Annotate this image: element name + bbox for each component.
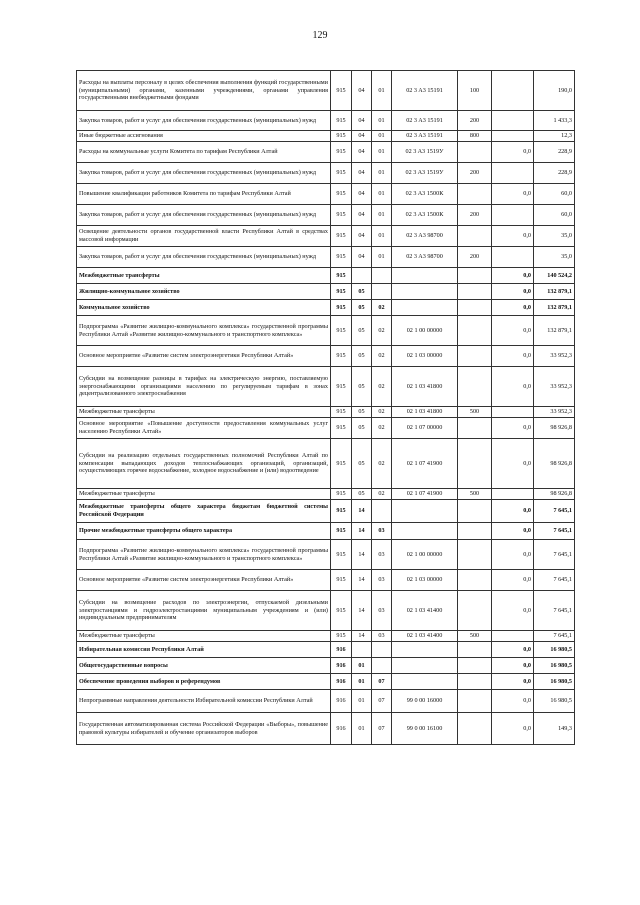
amount-change-cell <box>492 111 534 131</box>
amount-change-cell: 0,0 <box>492 570 534 591</box>
target-article-cell: 02 1 03 41400 <box>392 591 458 631</box>
amount-change-cell: 0,0 <box>492 316 534 346</box>
amount-change-cell: 0,0 <box>492 268 534 284</box>
ministry-code-cell: 915 <box>331 300 352 316</box>
amount-change-cell: 0,0 <box>492 346 534 367</box>
target-article-cell: 02 1 00 00000 <box>392 316 458 346</box>
amount-total-cell: 132 879,1 <box>534 300 575 316</box>
target-article-cell <box>392 268 458 284</box>
ministry-code-cell: 915 <box>331 163 352 184</box>
subsection-code-cell: 03 <box>372 631 392 642</box>
amount-total-cell: 132 879,1 <box>534 284 575 300</box>
subsection-code-cell: 01 <box>372 131 392 142</box>
section-code-cell <box>352 268 372 284</box>
section-code-cell: 04 <box>352 142 372 163</box>
ministry-code-cell: 915 <box>331 71 352 111</box>
ministry-code-cell: 915 <box>331 131 352 142</box>
subsection-code-cell: 02 <box>372 367 392 407</box>
target-article-cell: 02 3 A3 1500К <box>392 205 458 226</box>
ministry-code-cell: 915 <box>331 439 352 489</box>
expense-type-cell <box>458 591 492 631</box>
section-code-cell: 04 <box>352 205 372 226</box>
expense-name-cell: Обеспечение проведения выборов и референдумов <box>77 674 331 690</box>
expense-type-cell <box>458 523 492 540</box>
subsection-code-cell: 07 <box>372 674 392 690</box>
amount-change-cell: 0,0 <box>492 591 534 631</box>
table-row <box>77 439 575 489</box>
expense-name-cell: Государственная автоматизированная система Российской Федерации «Выборы», повышение правовой культуры избирателей и обучение организаторов выборов <box>77 713 331 745</box>
ministry-code-cell: 916 <box>331 713 352 745</box>
expense-type-cell <box>458 284 492 300</box>
section-code-cell: 05 <box>352 407 372 418</box>
amount-total-cell: 16 980,5 <box>534 690 575 713</box>
table-row <box>77 284 575 300</box>
amount-total-cell: 7 645,1 <box>534 591 575 631</box>
ministry-code-cell: 915 <box>331 523 352 540</box>
amount-total-cell: 16 980,5 <box>534 658 575 674</box>
amount-total-cell: 35,0 <box>534 247 575 268</box>
amount-change-cell: 0,0 <box>492 523 534 540</box>
expense-name-cell: Закупка товаров, работ и услуг для обеспечения государственных (муниципальных) нужд <box>77 247 331 268</box>
budget-table <box>76 70 575 745</box>
amount-change-cell: 0,0 <box>492 439 534 489</box>
section-code-cell: 04 <box>352 184 372 205</box>
target-article-cell: 02 3 A3 98700 <box>392 226 458 247</box>
amount-total-cell: 12,3 <box>534 131 575 142</box>
section-code-cell: 14 <box>352 540 372 570</box>
table-row <box>77 163 575 184</box>
ministry-code-cell: 916 <box>331 642 352 658</box>
target-article-cell: 02 3 A3 98700 <box>392 247 458 268</box>
amount-total-cell: 16 980,5 <box>534 642 575 658</box>
expense-type-cell <box>458 690 492 713</box>
amount-change-cell: 0,0 <box>492 658 534 674</box>
section-code-cell: 05 <box>352 284 372 300</box>
section-code-cell: 04 <box>352 71 372 111</box>
table-row <box>77 713 575 745</box>
section-code-cell: 04 <box>352 131 372 142</box>
expense-type-cell <box>458 642 492 658</box>
target-article-cell: 02 1 00 00000 <box>392 540 458 570</box>
expense-type-cell <box>458 184 492 205</box>
expense-type-cell <box>458 300 492 316</box>
ministry-code-cell: 915 <box>331 489 352 500</box>
expense-name-cell: Подпрограмма «Развитие жилищно-коммунального комплекса» государственной программы Республики Алтай «Развитие жилищно-коммунального и транспортного комплекса» <box>77 540 331 570</box>
section-code-cell: 01 <box>352 674 372 690</box>
expense-type-cell <box>458 142 492 163</box>
expense-type-cell <box>458 439 492 489</box>
subsection-code-cell: 03 <box>372 570 392 591</box>
ministry-code-cell: 915 <box>331 184 352 205</box>
amount-total-cell: 7 645,1 <box>534 631 575 642</box>
ministry-code-cell: 916 <box>331 658 352 674</box>
subsection-code-cell <box>372 268 392 284</box>
ministry-code-cell: 915 <box>331 407 352 418</box>
expense-name-cell: Подпрограмма «Развитие жилищно-коммунального комплекса» государственной программы Республики Алтай «Развитие жилищно-коммунального и транспортного комплекса» <box>77 316 331 346</box>
table-row <box>77 674 575 690</box>
table-row <box>77 346 575 367</box>
target-article-cell: 02 1 03 41800 <box>392 407 458 418</box>
budget-table-body <box>77 71 575 745</box>
expense-name-cell: Межбюджетные трансферты <box>77 489 331 500</box>
subsection-code-cell: 07 <box>372 690 392 713</box>
ministry-code-cell: 915 <box>331 591 352 631</box>
expense-name-cell: Закупка товаров, работ и услуг для обеспечения государственных (муниципальных) нужд <box>77 111 331 131</box>
expense-name-cell: Основное мероприятие «Развитие систем электроэнергетики Республики Алтай» <box>77 570 331 591</box>
expense-type-cell <box>458 316 492 346</box>
section-code-cell: 04 <box>352 111 372 131</box>
amount-change-cell <box>492 247 534 268</box>
table-row <box>77 268 575 284</box>
target-article-cell: 02 1 03 00000 <box>392 346 458 367</box>
target-article-cell: 02 3 A3 1519У <box>392 163 458 184</box>
ministry-code-cell: 915 <box>331 500 352 523</box>
amount-change-cell <box>492 407 534 418</box>
target-article-cell: 02 1 03 00000 <box>392 570 458 591</box>
table-row <box>77 407 575 418</box>
section-code-cell: 05 <box>352 316 372 346</box>
subsection-code-cell: 02 <box>372 418 392 439</box>
amount-total-cell: 98 926,8 <box>534 489 575 500</box>
subsection-code-cell: 07 <box>372 713 392 745</box>
section-code-cell: 14 <box>352 500 372 523</box>
expense-name-cell: Межбюджетные трансферты <box>77 407 331 418</box>
subsection-code-cell: 01 <box>372 247 392 268</box>
target-article-cell: 02 1 07 41900 <box>392 439 458 489</box>
table-row <box>77 184 575 205</box>
expense-name-cell: Субсидии на реализацию отдельных государственных полномочий Республики Алтай по компенсации выпадающих доходов теплоснабжающих организаций, организаций, осуществляющих горячее водоснабжение, холодное водоснабжение и (или) водоотведение <box>77 439 331 489</box>
amount-change-cell: 0,0 <box>492 642 534 658</box>
amount-change-cell: 0,0 <box>492 142 534 163</box>
ministry-code-cell: 915 <box>331 268 352 284</box>
subsection-code-cell: 01 <box>372 71 392 111</box>
ministry-code-cell: 915 <box>331 418 352 439</box>
table-row <box>77 690 575 713</box>
expense-type-cell <box>458 674 492 690</box>
expense-name-cell: Закупка товаров, работ и услуг для обеспечения государственных (муниципальных) нужд <box>77 205 331 226</box>
amount-change-cell: 0,0 <box>492 300 534 316</box>
table-row <box>77 131 575 142</box>
amount-change-cell <box>492 71 534 111</box>
expense-type-cell: 200 <box>458 205 492 226</box>
amount-total-cell: 7 645,1 <box>534 523 575 540</box>
amount-total-cell: 190,0 <box>534 71 575 111</box>
amount-change-cell: 0,0 <box>492 418 534 439</box>
expense-type-cell <box>458 540 492 570</box>
expense-type-cell <box>458 226 492 247</box>
target-article-cell <box>392 500 458 523</box>
section-code-cell: 14 <box>352 631 372 642</box>
target-article-cell: 02 3 A3 15191 <box>392 71 458 111</box>
section-code-cell: 05 <box>352 439 372 489</box>
amount-change-cell: 0,0 <box>492 540 534 570</box>
subsection-code-cell: 02 <box>372 489 392 500</box>
subsection-code-cell: 03 <box>372 523 392 540</box>
expense-type-cell <box>458 500 492 523</box>
amount-change-cell <box>492 489 534 500</box>
amount-total-cell: 228,9 <box>534 163 575 184</box>
expense-type-cell <box>458 268 492 284</box>
expense-type-cell <box>458 367 492 407</box>
amount-total-cell: 98 926,8 <box>534 439 575 489</box>
section-code-cell: 05 <box>352 300 372 316</box>
target-article-cell: 99 0 00 16000 <box>392 690 458 713</box>
target-article-cell <box>392 642 458 658</box>
amount-change-cell <box>492 163 534 184</box>
target-article-cell: 02 3 A3 1519У <box>392 142 458 163</box>
table-row <box>77 591 575 631</box>
subsection-code-cell: 01 <box>372 205 392 226</box>
ministry-code-cell: 915 <box>331 284 352 300</box>
ministry-code-cell: 915 <box>331 316 352 346</box>
expense-type-cell: 200 <box>458 163 492 184</box>
section-code-cell: 05 <box>352 418 372 439</box>
expense-name-cell: Коммунальное хозяйство <box>77 300 331 316</box>
amount-change-cell: 0,0 <box>492 367 534 407</box>
amount-total-cell: 60,0 <box>534 184 575 205</box>
amount-total-cell: 33 952,3 <box>534 346 575 367</box>
ministry-code-cell: 915 <box>331 226 352 247</box>
ministry-code-cell: 915 <box>331 142 352 163</box>
ministry-code-cell: 915 <box>331 540 352 570</box>
expense-name-cell: Основное мероприятие «Повышение доступности предоставления коммунальных услуг населению Республики Алтай» <box>77 418 331 439</box>
expense-name-cell: Непрограммные направления деятельности Избирательной комиссии Республики Алтай <box>77 690 331 713</box>
target-article-cell: 02 1 03 41400 <box>392 631 458 642</box>
target-article-cell <box>392 300 458 316</box>
expense-name-cell: Межбюджетные трансферты общего характера бюджетам бюджетной системы Российской Федерации <box>77 500 331 523</box>
subsection-code-cell: 01 <box>372 163 392 184</box>
expense-type-cell: 800 <box>458 131 492 142</box>
table-row <box>77 316 575 346</box>
amount-change-cell: 0,0 <box>492 690 534 713</box>
ministry-code-cell: 915 <box>331 111 352 131</box>
target-article-cell: 02 1 07 41900 <box>392 489 458 500</box>
table-row <box>77 418 575 439</box>
subsection-code-cell: 02 <box>372 407 392 418</box>
target-article-cell <box>392 674 458 690</box>
section-code-cell: 05 <box>352 367 372 407</box>
subsection-code-cell <box>372 658 392 674</box>
section-code-cell: 05 <box>352 346 372 367</box>
amount-total-cell: 149,3 <box>534 713 575 745</box>
subsection-code-cell: 03 <box>372 591 392 631</box>
expense-name-cell: Межбюджетные трансферты <box>77 631 331 642</box>
ministry-code-cell: 916 <box>331 690 352 713</box>
amount-total-cell: 35,0 <box>534 226 575 247</box>
subsection-code-cell: 01 <box>372 142 392 163</box>
subsection-code-cell <box>372 284 392 300</box>
expense-name-cell: Субсидии на возмещение разницы в тарифах на электрическую энергию, поставляемую энергоснабжающими организациями населению по регулируемым тарифам в зонах децентрализованного электроснабжения <box>77 367 331 407</box>
section-code-cell: 04 <box>352 226 372 247</box>
subsection-code-cell: 01 <box>372 226 392 247</box>
target-article-cell: 99 0 00 16100 <box>392 713 458 745</box>
table-row <box>77 205 575 226</box>
subsection-code-cell: 02 <box>372 316 392 346</box>
amount-change-cell: 0,0 <box>492 500 534 523</box>
target-article-cell: 02 1 07 00000 <box>392 418 458 439</box>
section-code-cell: 01 <box>352 690 372 713</box>
amount-total-cell: 16 980,5 <box>534 674 575 690</box>
expense-type-cell: 500 <box>458 407 492 418</box>
amount-total-cell: 33 952,3 <box>534 407 575 418</box>
expense-name-cell: Повышение квалификации работников Комитета по тарифам Республики Алтай <box>77 184 331 205</box>
expense-type-cell <box>458 658 492 674</box>
table-row <box>77 642 575 658</box>
amount-change-cell: 0,0 <box>492 284 534 300</box>
table-row <box>77 111 575 131</box>
ministry-code-cell: 915 <box>331 247 352 268</box>
amount-total-cell: 132 879,1 <box>534 316 575 346</box>
subsection-code-cell: 03 <box>372 540 392 570</box>
amount-total-cell: 7 645,1 <box>534 500 575 523</box>
expense-name-cell: Субсидии на возмещение расходов по электроэнергии, отпускаемой дизельными электростанциями и гидроэлектростанциями муниципальным учреждениям и (или) индивидуальным предпринимателям <box>77 591 331 631</box>
subsection-code-cell: 02 <box>372 300 392 316</box>
expense-name-cell: Расходы на коммунальные услуги Комитета по тарифам Республики Алтай <box>77 142 331 163</box>
ministry-code-cell: 916 <box>331 674 352 690</box>
subsection-code-cell: 02 <box>372 346 392 367</box>
subsection-code-cell <box>372 500 392 523</box>
ministry-code-cell: 915 <box>331 631 352 642</box>
table-row <box>77 523 575 540</box>
table-row <box>77 658 575 674</box>
target-article-cell: 02 3 A3 1500К <box>392 184 458 205</box>
table-row <box>77 489 575 500</box>
expense-name-cell: Расходы на выплаты персоналу в целях обеспечения выполнения функций государственными (муниципальными) органами, казенными учреждениями, органами управления государственными внебюджетными фондами <box>77 71 331 111</box>
section-code-cell: 01 <box>352 658 372 674</box>
target-article-cell <box>392 523 458 540</box>
section-code-cell: 14 <box>352 523 372 540</box>
amount-total-cell: 98 926,8 <box>534 418 575 439</box>
table-row <box>77 540 575 570</box>
amount-total-cell: 140 524,2 <box>534 268 575 284</box>
expense-name-cell: Жилищно-коммунальное хозяйство <box>77 284 331 300</box>
expense-name-cell: Иные бюджетные ассигнования <box>77 131 331 142</box>
table-row <box>77 300 575 316</box>
table-row <box>77 631 575 642</box>
target-article-cell <box>392 284 458 300</box>
expense-name-cell: Прочие межбюджетные трансферты общего характера <box>77 523 331 540</box>
expense-name-cell: Общегосударственные вопросы <box>77 658 331 674</box>
section-code-cell: 05 <box>352 489 372 500</box>
ministry-code-cell: 915 <box>331 570 352 591</box>
amount-change-cell: 0,0 <box>492 184 534 205</box>
expense-name-cell: Избирательная комиссия Республики Алтай <box>77 642 331 658</box>
amount-total-cell: 7 645,1 <box>534 570 575 591</box>
expense-type-cell <box>458 713 492 745</box>
section-code-cell: 04 <box>352 247 372 268</box>
table-row <box>77 570 575 591</box>
amount-total-cell: 60,0 <box>534 205 575 226</box>
expense-name-cell: Закупка товаров, работ и услуг для обеспечения государственных (муниципальных) нужд <box>77 163 331 184</box>
ministry-code-cell: 915 <box>331 367 352 407</box>
table-row <box>77 142 575 163</box>
amount-total-cell: 228,9 <box>534 142 575 163</box>
section-code-cell: 14 <box>352 591 372 631</box>
table-row <box>77 71 575 111</box>
ministry-code-cell: 915 <box>331 205 352 226</box>
amount-change-cell <box>492 631 534 642</box>
target-article-cell: 02 3 A3 15191 <box>392 131 458 142</box>
expense-name-cell: Межбюджетные трансферты <box>77 268 331 284</box>
subsection-code-cell: 01 <box>372 184 392 205</box>
subsection-code-cell <box>372 642 392 658</box>
table-row <box>77 367 575 407</box>
expense-type-cell: 200 <box>458 247 492 268</box>
amount-change-cell: 0,0 <box>492 713 534 745</box>
amount-change-cell <box>492 131 534 142</box>
expense-type-cell: 500 <box>458 631 492 642</box>
expense-name-cell: Основное мероприятие «Развитие систем электроэнергетики Республики Алтай» <box>77 346 331 367</box>
expense-type-cell: 200 <box>458 111 492 131</box>
target-article-cell: 02 1 03 41800 <box>392 367 458 407</box>
expense-type-cell <box>458 570 492 591</box>
expense-type-cell <box>458 418 492 439</box>
ministry-code-cell: 915 <box>331 346 352 367</box>
table-row <box>77 226 575 247</box>
expense-type-cell <box>458 346 492 367</box>
expense-name-cell: Освещение деятельности органов государственной власти Республики Алтай в средствах массовой информации <box>77 226 331 247</box>
table-row <box>77 247 575 268</box>
expense-type-cell: 500 <box>458 489 492 500</box>
amount-total-cell: 33 952,3 <box>534 367 575 407</box>
section-code-cell <box>352 642 372 658</box>
subsection-code-cell: 02 <box>372 439 392 489</box>
target-article-cell: 02 3 A3 15191 <box>392 111 458 131</box>
section-code-cell: 04 <box>352 163 372 184</box>
target-article-cell <box>392 658 458 674</box>
amount-change-cell <box>492 205 534 226</box>
section-code-cell: 01 <box>352 713 372 745</box>
amount-total-cell: 7 645,1 <box>534 540 575 570</box>
page-number: 129 <box>312 30 328 41</box>
section-code-cell: 14 <box>352 570 372 591</box>
expense-type-cell: 100 <box>458 71 492 111</box>
subsection-code-cell: 01 <box>372 111 392 131</box>
amount-change-cell: 0,0 <box>492 674 534 690</box>
amount-change-cell: 0,0 <box>492 226 534 247</box>
table-row <box>77 500 575 523</box>
amount-total-cell: 1 433,3 <box>534 111 575 131</box>
